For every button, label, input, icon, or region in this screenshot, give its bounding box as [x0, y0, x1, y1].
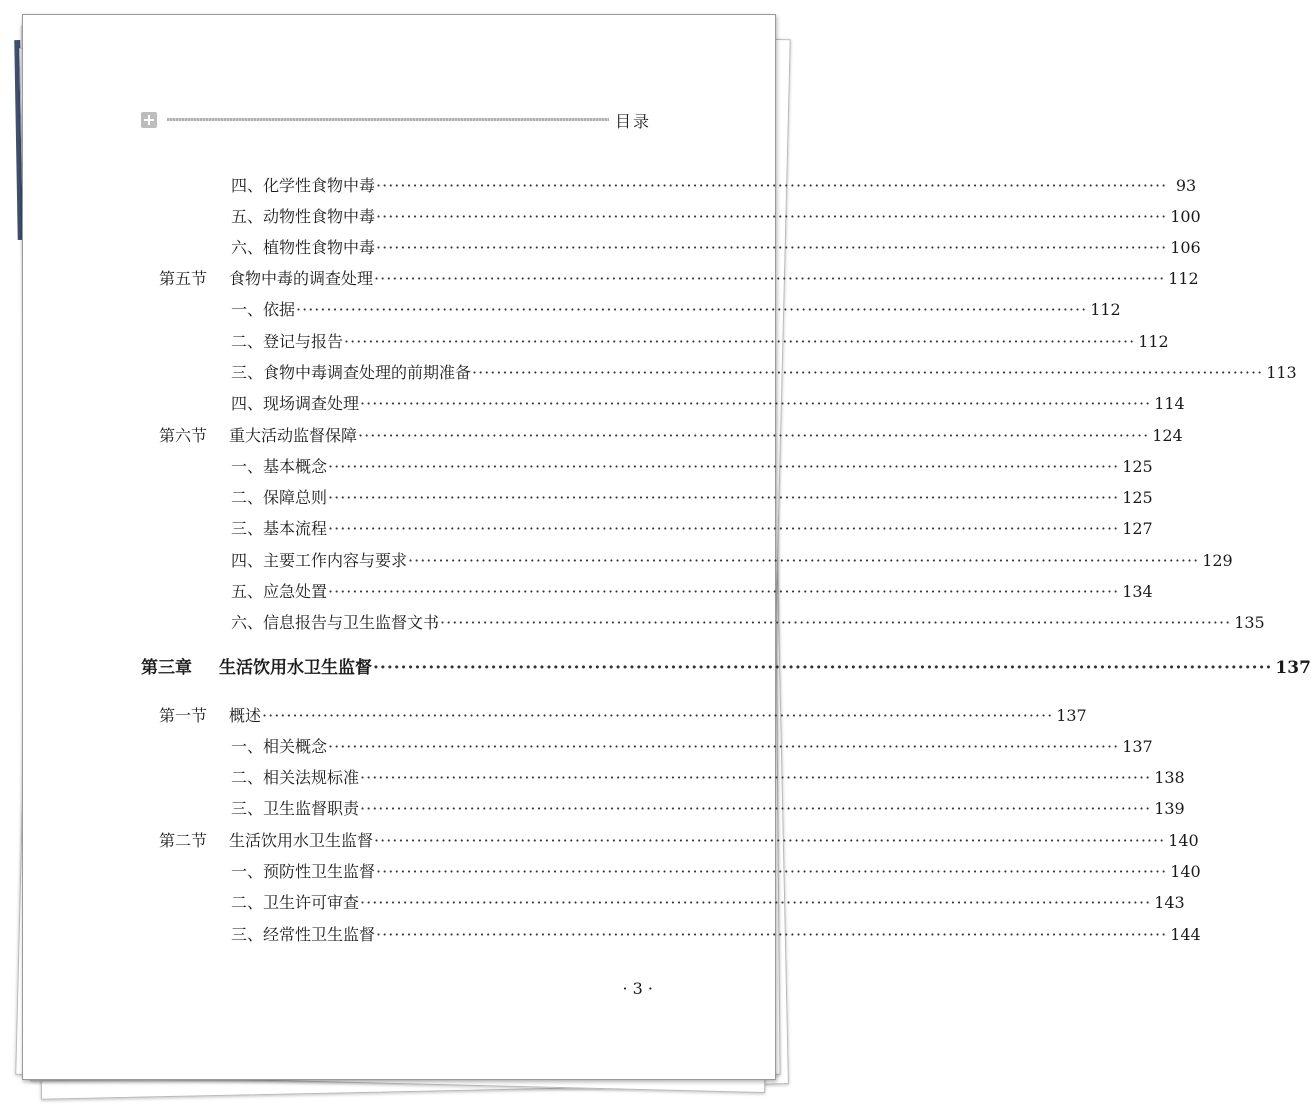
toc-item[interactable]: [231, 550, 1233, 572]
section-number: 第一节: [159, 706, 208, 725]
entry-page-number: 140: [1168, 831, 1199, 850]
toc-item[interactable]: [231, 299, 1121, 321]
dot-leader: ··································································································································: [360, 893, 1152, 912]
toc-item[interactable]: [231, 581, 1153, 603]
dot-leader: ··································································································································: [472, 363, 1264, 382]
dot-leader: ··································································································································: [360, 768, 1152, 787]
entry-title: 五、动物性食物中毒: [231, 207, 376, 226]
dot-leader: ··································································································································: [328, 488, 1120, 507]
entry-title: 一、基本概念: [231, 457, 328, 476]
toc-item[interactable]: [231, 798, 1185, 820]
dot-leader: ··································································································································: [358, 426, 1150, 445]
entry-title: 四、现场调查处理: [231, 394, 360, 413]
toc-item[interactable]: [231, 456, 1153, 478]
dot-leader: ··································································································································: [360, 394, 1152, 413]
entry-title: 四、主要工作内容与要求: [231, 551, 408, 570]
dot-leader: ··································································································································: [296, 300, 1088, 319]
dot-leader: ··································································································································: [408, 551, 1200, 570]
entry-title: 三、食物中毒调查处理的前期准备: [231, 363, 472, 382]
toc-item[interactable]: [231, 736, 1153, 758]
entry-title: 食物中毒的调查处理: [229, 269, 374, 288]
toc-item[interactable]: [231, 237, 1201, 259]
dot-leader: ··································································································································: [328, 737, 1120, 756]
entry-title: 重大活动监督保障: [229, 426, 358, 445]
entry-page-number: 100: [1170, 207, 1201, 226]
section-number: 第六节: [159, 426, 208, 445]
entry-title: 二、登记与报告: [231, 332, 344, 351]
entry-page-number: 139: [1154, 799, 1185, 818]
toc-section[interactable]: [159, 830, 1199, 852]
entry-title: 生活饮用水卫生监督: [219, 658, 372, 678]
dot-leader: ··································································································································: [376, 176, 1168, 195]
entry-page-number: 137: [1056, 706, 1087, 725]
entry-title: 五、应急处置: [231, 582, 328, 601]
entry-title: 六、植物性食物中毒: [231, 238, 376, 257]
dot-leader: ··································································································································: [344, 332, 1136, 351]
entry-page-number: 127: [1122, 519, 1153, 538]
toc-item[interactable]: [231, 362, 1297, 384]
chapter-number: 第三章: [141, 658, 192, 678]
dot-leader: ··································································································································: [376, 238, 1168, 257]
entry-title: 四、化学性食物中毒: [231, 176, 376, 195]
toc-item[interactable]: [231, 861, 1201, 883]
section-number: 第五节: [159, 269, 208, 288]
entry-page-number: 125: [1122, 488, 1153, 507]
dot-leader: ··································································································································: [374, 831, 1166, 850]
entry-title: 生活饮用水卫生监督: [229, 831, 374, 850]
entry-page-number: 137: [1122, 737, 1153, 756]
entry-page-number: 112: [1138, 332, 1169, 351]
toc-item[interactable]: [231, 331, 1169, 353]
toc-section[interactable]: [159, 425, 1183, 447]
entry-page-number: 137: [1275, 658, 1311, 678]
page-number: · 3 ·: [622, 979, 653, 998]
section-number: 第二节: [159, 831, 208, 850]
entry-title: 一、预防性卫生监督: [231, 862, 376, 881]
toc-item[interactable]: [231, 518, 1153, 540]
entry-page-number: 129: [1202, 551, 1233, 570]
toc-item[interactable]: [231, 206, 1201, 228]
entry-title: 一、依据: [231, 300, 296, 319]
entry-page-number: 134: [1122, 582, 1153, 601]
toc-item[interactable]: [231, 924, 1201, 946]
toc-item[interactable]: [231, 487, 1153, 509]
entry-page-number: 113: [1266, 363, 1297, 382]
table-of-contents: [23, 15, 1311, 1079]
entry-title: 三、基本流程: [231, 519, 328, 538]
entry-page-number: 135: [1234, 613, 1265, 632]
toc-item[interactable]: [231, 393, 1185, 415]
toc-item[interactable]: [231, 767, 1185, 789]
entry-page-number: 125: [1122, 457, 1153, 476]
dot-leader: ··································································································································: [373, 658, 1273, 678]
toc-item[interactable]: [231, 892, 1185, 914]
entry-title: 二、保障总则: [231, 488, 328, 507]
entry-title: 一、相关概念: [231, 737, 328, 756]
dot-leader: ··································································································································: [440, 613, 1232, 632]
entry-title: 二、卫生许可审查: [231, 893, 360, 912]
dot-leader: ··································································································································: [360, 799, 1152, 818]
entry-title: 三、经常性卫生监督: [231, 925, 376, 944]
toc-item[interactable]: [231, 175, 1197, 197]
entry-page-number: 144: [1170, 925, 1201, 944]
entry-title: 六、信息报告与卫生监督文书: [231, 613, 440, 632]
toc-section[interactable]: [159, 705, 1087, 727]
entry-page-number: 143: [1154, 893, 1185, 912]
entry-title: 二、相关法规标准: [231, 768, 360, 787]
dot-leader: ··································································································································: [328, 457, 1120, 476]
dot-leader: ··································································································································: [328, 519, 1120, 538]
dot-leader: ··································································································································: [376, 925, 1168, 944]
entry-page-number: 93: [1175, 176, 1197, 195]
entry-page-number: 112: [1090, 300, 1121, 319]
toc-section[interactable]: [159, 268, 1199, 290]
entry-page-number: 112: [1168, 269, 1199, 288]
entry-page-number: 138: [1154, 768, 1185, 787]
entry-page-number: 114: [1154, 394, 1185, 413]
entry-title: 概述: [229, 706, 262, 725]
entry-page-number: 124: [1152, 426, 1183, 445]
entry-title: 三、卫生监督职责: [231, 799, 360, 818]
dot-leader: ··································································································································: [374, 269, 1166, 288]
dot-leader: ··································································································································: [376, 862, 1168, 881]
dot-leader: ··································································································································: [376, 207, 1168, 226]
toc-page: [22, 14, 1311, 1080]
entry-page-number: 140: [1170, 862, 1201, 881]
dot-leader: ··································································································································: [262, 706, 1054, 725]
toc-chapter[interactable]: [141, 657, 1311, 679]
toc-item[interactable]: [231, 612, 1265, 634]
entry-page-number: 106: [1170, 238, 1201, 257]
header-title: 目录: [614, 112, 651, 131]
dot-leader: ··································································································································: [328, 582, 1120, 601]
